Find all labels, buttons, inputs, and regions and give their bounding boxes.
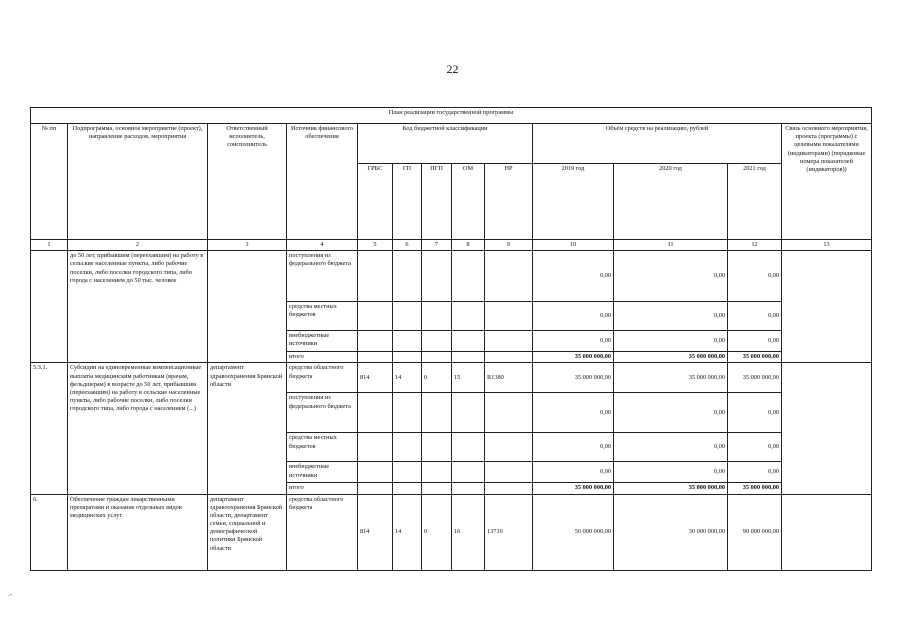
value-2021: 35 000 000,00 — [728, 363, 782, 393]
total-2021: 35 000 000,00 — [728, 483, 782, 494]
indicator-link-cell — [782, 494, 872, 570]
colnum: 11 — [614, 240, 728, 251]
value-2021: 90 000 000,00 — [728, 494, 782, 570]
colnum: 13 — [782, 240, 872, 251]
om-cell: 15 — [452, 363, 485, 393]
row-num: 6. — [31, 494, 68, 570]
header-volume: Объём средств на реализацию, рублей — [533, 124, 782, 164]
row-responsible: департамент здравоохранения Брянской области — [208, 363, 287, 494]
header-source: Источник финансового обеспечения — [287, 124, 358, 240]
value-2020: 0,00 — [614, 462, 728, 483]
total-label: итого — [287, 483, 358, 494]
row-name: Обеспечение граждан лекарственными препаратами и оказание отдельных видов медицинских услуг — [68, 494, 208, 570]
row-name: до 50 лет, прибывшим (переехавшим) на работу в сельские населенные пункты, либо рабочие поселки, либо поселки городского типа, либо города с населением до 50 тыс. человек — [68, 251, 208, 363]
indicator-link-cell — [782, 363, 872, 494]
source-cell: средства местных бюджетов — [287, 433, 358, 462]
gp-cell: 14 — [393, 494, 422, 570]
row-num — [31, 251, 68, 363]
colnum: 1 — [31, 240, 68, 251]
om-cell: 16 — [452, 494, 485, 570]
header-kbk: Код бюджетной классификации — [358, 124, 533, 164]
value-2021: 0,00 — [728, 393, 782, 433]
header-grbs: ГРБС — [358, 164, 393, 240]
margin-mark: .- — [8, 590, 13, 598]
nr-cell: R1380 — [485, 363, 533, 393]
value-2021: 0,00 — [728, 331, 782, 352]
implementation-plan-table — [30, 107, 872, 571]
source-cell: внебюджетные источники — [287, 462, 358, 483]
table-title: План реализации государственной программы — [31, 108, 872, 124]
colnum: 6 — [393, 240, 422, 251]
total-2020: 35 000 000,00 — [614, 352, 728, 363]
page-number: 22 — [446, 62, 459, 76]
colnum: 10 — [533, 240, 614, 251]
value-2021: 0,00 — [728, 462, 782, 483]
value-2019: 0,00 — [533, 433, 614, 462]
header-om: ОМ — [452, 164, 485, 240]
colnum: 8 — [452, 240, 485, 251]
header-indicator-link: Связь основного мероприятия, проекта (программы) с целевыми показателями (индикаторами) (порядковые номера показателей (индикаторов)) — [782, 124, 872, 240]
value-2019: 50 000 000,00 — [533, 494, 614, 570]
colnum: 7 — [422, 240, 452, 251]
source-cell: поступления из федерального бюджета — [287, 251, 358, 302]
row-responsible — [208, 251, 287, 363]
value-2019: 0,00 — [533, 251, 614, 302]
indicator-link-cell — [782, 251, 872, 363]
colnum: 2 — [68, 240, 208, 251]
header-num: № пп — [31, 124, 68, 240]
value-2020: 30 000 000,00 — [614, 494, 728, 570]
source-cell: средства областного бюджета — [287, 494, 358, 570]
grbs-cell: 814 — [358, 494, 393, 570]
row-responsible: департамент здравоохранения Брянской области, департамент семьи, социальной и демографической политики Брянской области — [208, 494, 287, 570]
source-cell: поступления из федерального бюджета — [287, 393, 358, 433]
value-2021: 0,00 — [728, 433, 782, 462]
header-2021: 2021 год — [728, 164, 782, 240]
header-2019: 2019 год — [533, 164, 614, 240]
total-2020: 35 000 000,00 — [614, 483, 728, 494]
header-pgp: ПГП — [422, 164, 452, 240]
total-2019: 35 000 000,00 — [533, 352, 614, 363]
gp-cell: 14 — [393, 363, 422, 393]
colnum: 12 — [728, 240, 782, 251]
value-2020: 0,00 — [614, 302, 728, 331]
grbs-cell: 814 — [358, 363, 393, 393]
value-2021: 0,00 — [728, 302, 782, 331]
nr-cell: 13710 — [485, 494, 533, 570]
value-2020: 35 000 000,00 — [614, 363, 728, 393]
source-cell: средства местных бюджетов — [287, 302, 358, 331]
value-2020: 0,00 — [614, 393, 728, 433]
value-2019: 0,00 — [533, 462, 614, 483]
row-name: Субсидии на единовременные компенсационные выплаты медицинским работникам (врачам, фельдшерам) в возрасте до 50 лет, прибывшим (переехавшим) на работу в сельские населенные пункты, либо рабочие поселки, либо поселки городского типа, либо города с населением (...) — [68, 363, 208, 494]
source-cell: внебюджетные источники — [287, 331, 358, 352]
colnum: 5 — [358, 240, 393, 251]
value-2019: 0,00 — [533, 331, 614, 352]
header-responsible: Ответственный исполнитель, соисполнитель — [208, 124, 287, 240]
colnum: 9 — [485, 240, 533, 251]
source-cell: средства областного бюджета — [287, 363, 358, 393]
header-nr: НР — [485, 164, 533, 240]
pgp-cell: 0 — [422, 494, 452, 570]
value-2020: 0,00 — [614, 433, 728, 462]
total-2019: 35 000 000,00 — [533, 483, 614, 494]
value-2019: 35 000 000,00 — [533, 363, 614, 393]
header-2020: 2020 год — [614, 164, 728, 240]
value-2020: 0,00 — [614, 251, 728, 302]
value-2019: 0,00 — [533, 393, 614, 433]
colnum: 4 — [287, 240, 358, 251]
pgp-cell: 0 — [422, 363, 452, 393]
value-2020: 0,00 — [614, 331, 728, 352]
value-2021: 0,00 — [728, 251, 782, 302]
header-name: Подпрограмма, основное мероприятие (проект), направление расходов, мероприятия — [68, 124, 208, 240]
header-gp: ГП — [393, 164, 422, 240]
total-2021: 35 000 000,00 — [728, 352, 782, 363]
colnum: 3 — [208, 240, 287, 251]
value-2019: 0,00 — [533, 302, 614, 331]
total-label: итого — [287, 352, 358, 363]
row-num: 5.3.1. — [31, 363, 68, 494]
